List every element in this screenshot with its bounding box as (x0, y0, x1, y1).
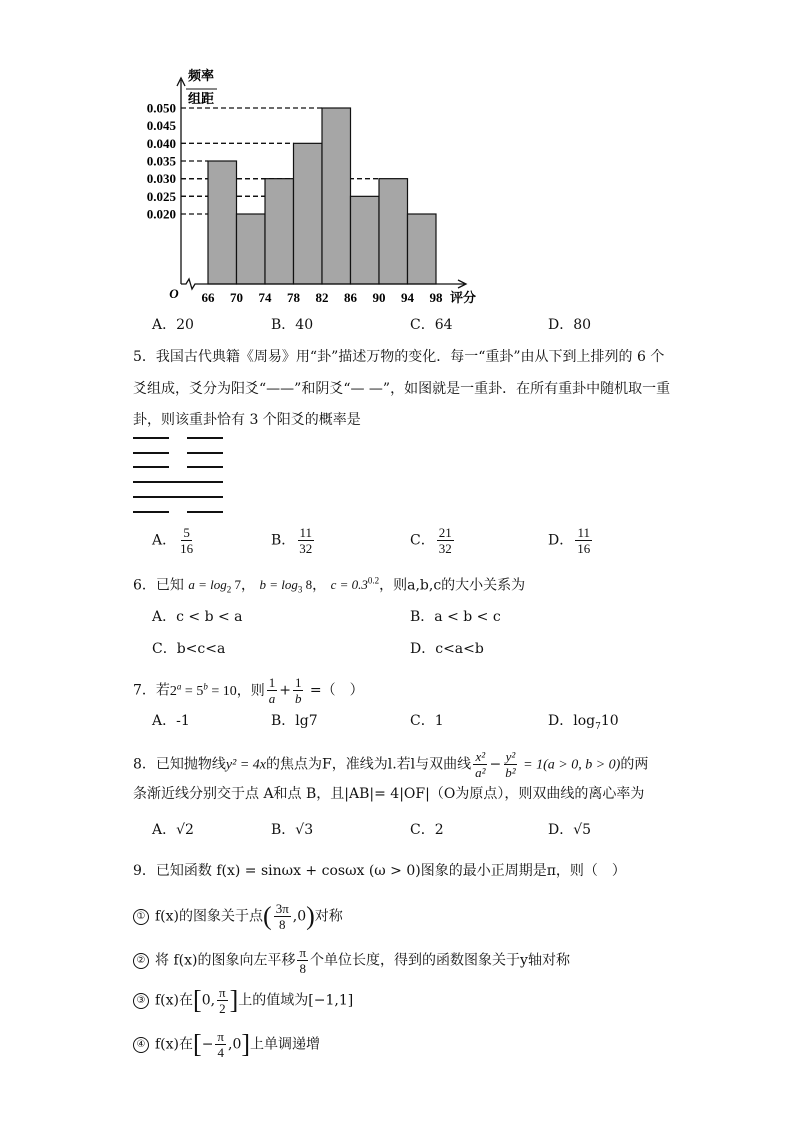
q8-option-c: C．2 (410, 822, 444, 838)
yin-line-segment (133, 452, 169, 454)
q6-option-b: B．a < b < c (410, 609, 501, 625)
q5-line-3: 卦，则该重卦恰有 3 个阳爻的概率是 (133, 412, 361, 428)
x-tick-label: 82 (315, 290, 329, 305)
x-tick-label: 94 (401, 290, 414, 305)
q7-option-d: D．$\log_710$ (548, 713, 619, 732)
ylabel-bottom: 组距 (187, 91, 215, 106)
yin-line-segment (187, 437, 223, 439)
hist-bars (208, 108, 436, 284)
x-tick-label: 86 (344, 290, 357, 305)
q9-statement-4: ④ f(x)在[− $\frac{\pi}{4}$ ,0]上单调递增 (133, 1029, 320, 1060)
q9-statement-1: ① f(x)的图象关于点( $\frac{3\pi}{8}$ ,0)对称 (133, 901, 343, 932)
yin-line-segment (187, 452, 223, 454)
x-tick-label: 78 (287, 290, 300, 305)
hist-bar (208, 161, 237, 284)
yin-line-segment (133, 437, 169, 439)
q5-line-1: 5．我国古代典籍《周易》用“卦”描述万物的变化．每一“重卦”由从下到上排列的 6 个 (133, 349, 665, 365)
q5-option-c: C． $\frac{21}{32}$ (410, 525, 452, 556)
x-axis-label: 评分 (450, 290, 477, 305)
q9-stem: 9．已知函数 f(x) = sinωx + cosωx (ω > 0)图象的最小正周期是π，则（ ） (133, 863, 626, 879)
q8-line-1: 8．已知抛物线y² = 4x的焦点为F，准线为l.若l与双曲线 $\frac{\text{x²}}{\text{a²}}$ − $\frac{\text{y²}}{\text{b²}}$ = 1(a > 0, b > 0)的两 (133, 749, 649, 780)
q4-option-a: A．20 (152, 317, 194, 333)
x-tick-label: 98 (429, 290, 443, 305)
y-tick-label: 0.050 (146, 100, 176, 116)
q7-option-a: A．-1 (152, 713, 190, 729)
yin-line-segment (187, 511, 223, 513)
y-tick-label: 0.045 (146, 118, 176, 134)
x-tick-label: 70 (230, 290, 243, 305)
q9-statement-3: ③ f(x)在[0, $\frac{\pi}{2}$ ]上的值域为[−1,1] (133, 985, 353, 1016)
hist-bar (294, 143, 323, 284)
q5-line-2: 爻组成，爻分为阳爻“——”和阴爻“— —”，如图就是一重卦．在所有重卦中随机取一重 (133, 381, 671, 397)
q7-option-c: C．1 (410, 713, 444, 729)
y-tick-label: 0.035 (146, 153, 176, 169)
hist-bar (408, 214, 437, 284)
q7-stem: 7．若$2^a = 5^b = 10$，则 $\frac{1}{a}$ + $\frac{1}{b}$ =（ ） (133, 675, 364, 706)
q5-option-d: D． $\frac{11}{16}$ (548, 525, 591, 556)
q6-option-c: C．b<c<a (152, 641, 226, 657)
q6-option-a: A．c < b < a (152, 609, 243, 625)
hist-bar (265, 179, 294, 284)
y-tick-label: 0.020 (146, 206, 176, 222)
q7-option-b: B．lg7 (271, 713, 318, 729)
y-tick-label: 0.030 (146, 171, 176, 187)
x-tick-label: 74 (258, 290, 272, 305)
yin-line-segment (187, 466, 223, 468)
y-tick-label: 0.040 (146, 135, 176, 151)
q5-option-b: B． $\frac{11}{32}$ (271, 525, 313, 556)
q4-option-c: C．64 (410, 317, 453, 333)
x-tick-label: 90 (372, 290, 386, 305)
q4-option-d: D．80 (548, 317, 592, 333)
hist-bar (351, 196, 380, 284)
q4-option-b: B．40 (271, 317, 314, 333)
q6-option-d: D．c<a<b (410, 641, 484, 657)
x-tick-label: 66 (201, 290, 215, 305)
hist-bar (379, 179, 408, 284)
yin-line-segment (133, 466, 169, 468)
hist-bar (322, 108, 351, 284)
q8-option-b: B．√3 (271, 822, 314, 838)
q8-option-a: A．√2 (152, 822, 194, 838)
yang-line (133, 481, 223, 483)
q8-option-d: D．√5 (548, 822, 592, 838)
frequency-histogram (0, 0, 794, 320)
hist-bar (237, 214, 266, 284)
origin-label: O (169, 286, 179, 301)
q8-line-2: 条渐近线分别交于点 A和点 B，且|AB|= 4|OF|（O为原点），则双曲线的离心率为 (133, 786, 645, 802)
q6-stem: 6．已知 $a = \log_2 7$， $b = \log_3 8$， $c = 0.3^{0.2}$，则a,b,c的大小关系为 (133, 576, 526, 595)
ylabel-top: 频率 (187, 68, 215, 83)
y-tick-label: 0.025 (146, 188, 176, 204)
q5-option-a: A． $\frac{5}{16}$ (152, 525, 194, 556)
yin-line-segment (133, 511, 169, 513)
yang-line (133, 496, 223, 498)
q9-statement-2: ② 将 f(x)的图象向左平移 $\frac{\pi}{8}$ 个单位长度，得到的函数图象关于y轴对称 (133, 945, 570, 976)
